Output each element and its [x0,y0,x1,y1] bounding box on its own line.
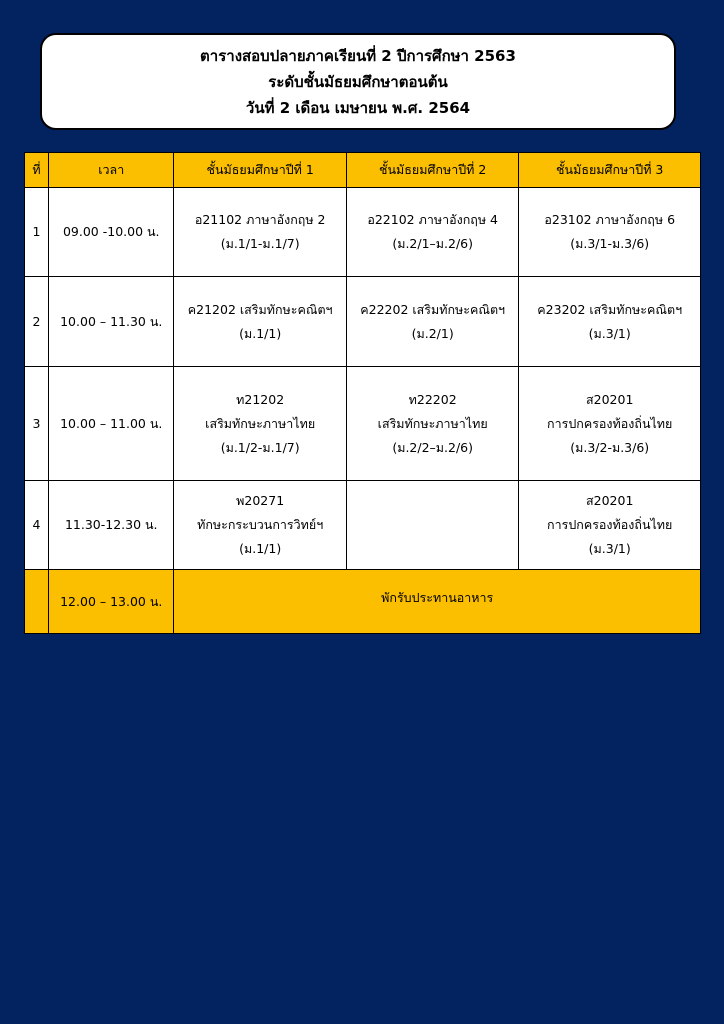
cell-m3 [519,367,701,481]
class-range: (ม.1/2-ม.1/7) [220,439,300,455]
class-range: (ม.1/1-ม.1/7) [220,236,300,251]
class-range: (ม.2/2–ม.2/6) [392,439,473,455]
table-row [25,277,701,367]
column-header-m1: ชั้นมัธยมศึกษาปีที่ 1 [174,153,347,188]
cell-m2 [346,188,519,277]
subject-line: อ22102 ภาษาอังกฤษ 4 [367,212,499,227]
subject-line: ค21202 เสริมทักษะคณิตฯ [187,301,333,317]
page-title: ตารางสอบปลายภาคเรียนที่ 2 ปีการศึกษา 2563 [200,46,516,65]
table-header-row [25,153,701,188]
table-row [25,188,701,277]
lunch-break-label: พักรับประทานอาหาร [174,570,701,634]
row-time: 12.00 – 13.00 น. [49,570,174,634]
class-range: (ม.2/1–ม.2/6) [392,236,473,251]
class-range: (ม.3/1) [588,325,631,341]
subject-name: การปกครองท้องถิ่นไทย [547,415,673,431]
cell-m2-empty [346,481,519,570]
subject-line: อ23102 ภาษาอังกฤษ 6 [544,212,676,227]
row-number: 3 [25,367,49,481]
subject-line: ค23202 เสริมทักษะคณิตฯ [537,301,683,317]
lunch-break-row [25,570,701,634]
row-number: 2 [25,277,49,367]
exam-schedule-table [24,152,701,634]
cell-m2 [346,277,519,367]
row-time: 10.00 – 11.30 น. [49,277,174,367]
column-header-no: ที่ [25,153,49,188]
row-number [25,570,49,634]
subject-line: อ21102 ภาษาอังกฤษ 2 [194,212,326,227]
class-range: (ม.1/1) [239,541,282,556]
cell-m1 [174,277,347,367]
class-range: (ม.3/1) [588,541,631,556]
column-header-time: เวลา [49,153,174,188]
cell-m3 [519,277,701,367]
table-row [25,481,701,570]
class-range: (ม.1/1) [239,325,282,341]
class-range: (ม.3/1-ม.3/6) [570,236,650,251]
cell-m1 [174,188,347,277]
cell-m1 [174,367,347,481]
page-subtitle-date: วันที่ 2 เดือน เมษายน พ.ศ. 2564 [245,98,471,117]
subject-name: การปกครองท้องถิ่นไทย [547,517,673,532]
table-row [25,367,701,481]
subject-code: ท21202 [236,391,285,407]
cell-m3 [519,188,701,277]
row-time: 09.00 -10.00 น. [49,188,174,277]
cell-m2 [346,367,519,481]
cell-m1 [174,481,347,570]
subject-name: ทักษะกระบวนการวิทย์ฯ [197,517,324,532]
row-number: 4 [25,481,49,570]
title-box [40,33,676,130]
class-range: (ม.3/2-ม.3/6) [570,439,650,455]
subject-name: เสริมทักษะภาษาไทย [377,415,488,431]
column-header-m3: ชั้นมัธยมศึกษาปีที่ 3 [519,153,701,188]
cell-m3 [519,481,701,570]
page-subtitle-level: ระดับชั้นมัธยมศึกษาตอนต้น [268,72,448,91]
subject-code: ส20201 [586,391,634,407]
subject-line: ค22202 เสริมทักษะคณิตฯ [360,301,506,317]
class-range: (ม.2/1) [411,325,454,341]
subject-code: ส20201 [586,493,634,508]
subject-name: เสริมทักษะภาษาไทย [205,415,316,431]
row-time: 11.30-12.30 น. [49,481,174,570]
subject-code: พ20271 [236,493,285,508]
row-time: 10.00 – 11.00 น. [49,367,174,481]
subject-code: ท22202 [408,391,457,407]
row-number: 1 [25,188,49,277]
column-header-m2: ชั้นมัธยมศึกษาปีที่ 2 [346,153,519,188]
